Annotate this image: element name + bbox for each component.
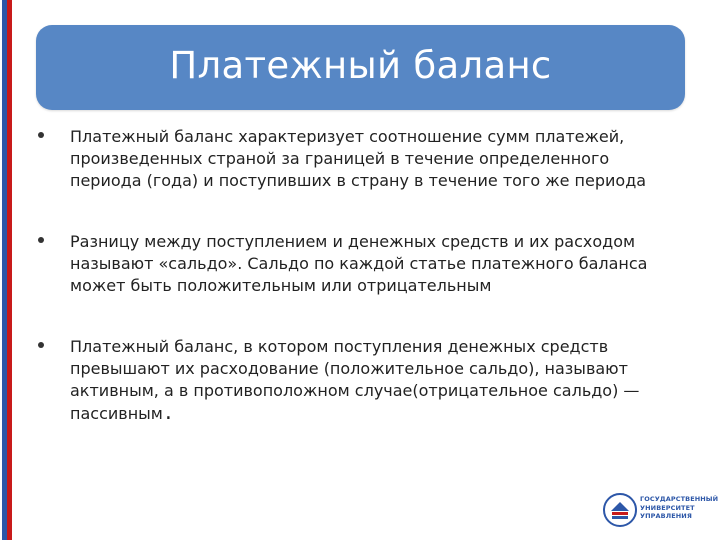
bullet-text-3-body: Платежный баланс, в котором поступления денежных средств превышают их расходование (положительное сальдо), называют активным, а в противоположном случае(отрицательное сальдо) — пассивным bbox=[70, 337, 640, 423]
bullet-dot-icon bbox=[38, 342, 44, 348]
bullet-text-1: Платежный баланс характеризует соотношение сумм платежей, произведенных страной за границей в течение определенного периода (года) и поступивших в страну в течение того же периода bbox=[70, 127, 647, 190]
university-emblem-icon bbox=[603, 493, 637, 527]
bullet-text-3 bbox=[70, 336, 665, 425]
slide-title-box bbox=[36, 25, 685, 110]
slide-title: Платежный баланс bbox=[169, 44, 552, 87]
bullet-text-2: Разницу между поступлением и денежных средств и их расходом называют «сальдо». Сальдо по каждой статье платежного баланса может быть положительным или отрицательным bbox=[70, 232, 648, 295]
stripe-red bbox=[7, 0, 12, 540]
university-logo bbox=[603, 493, 719, 529]
side-stripes bbox=[0, 0, 12, 540]
logo-text: ГОСУДАРСТВЕННЫЙ УНИВЕРСИТЕТ УПРАВЛЕНИЯ bbox=[640, 495, 719, 520]
bullet-text-3-end: . bbox=[164, 400, 172, 425]
bullet-dot-icon bbox=[38, 237, 44, 243]
bullet-dot-icon bbox=[38, 132, 44, 138]
